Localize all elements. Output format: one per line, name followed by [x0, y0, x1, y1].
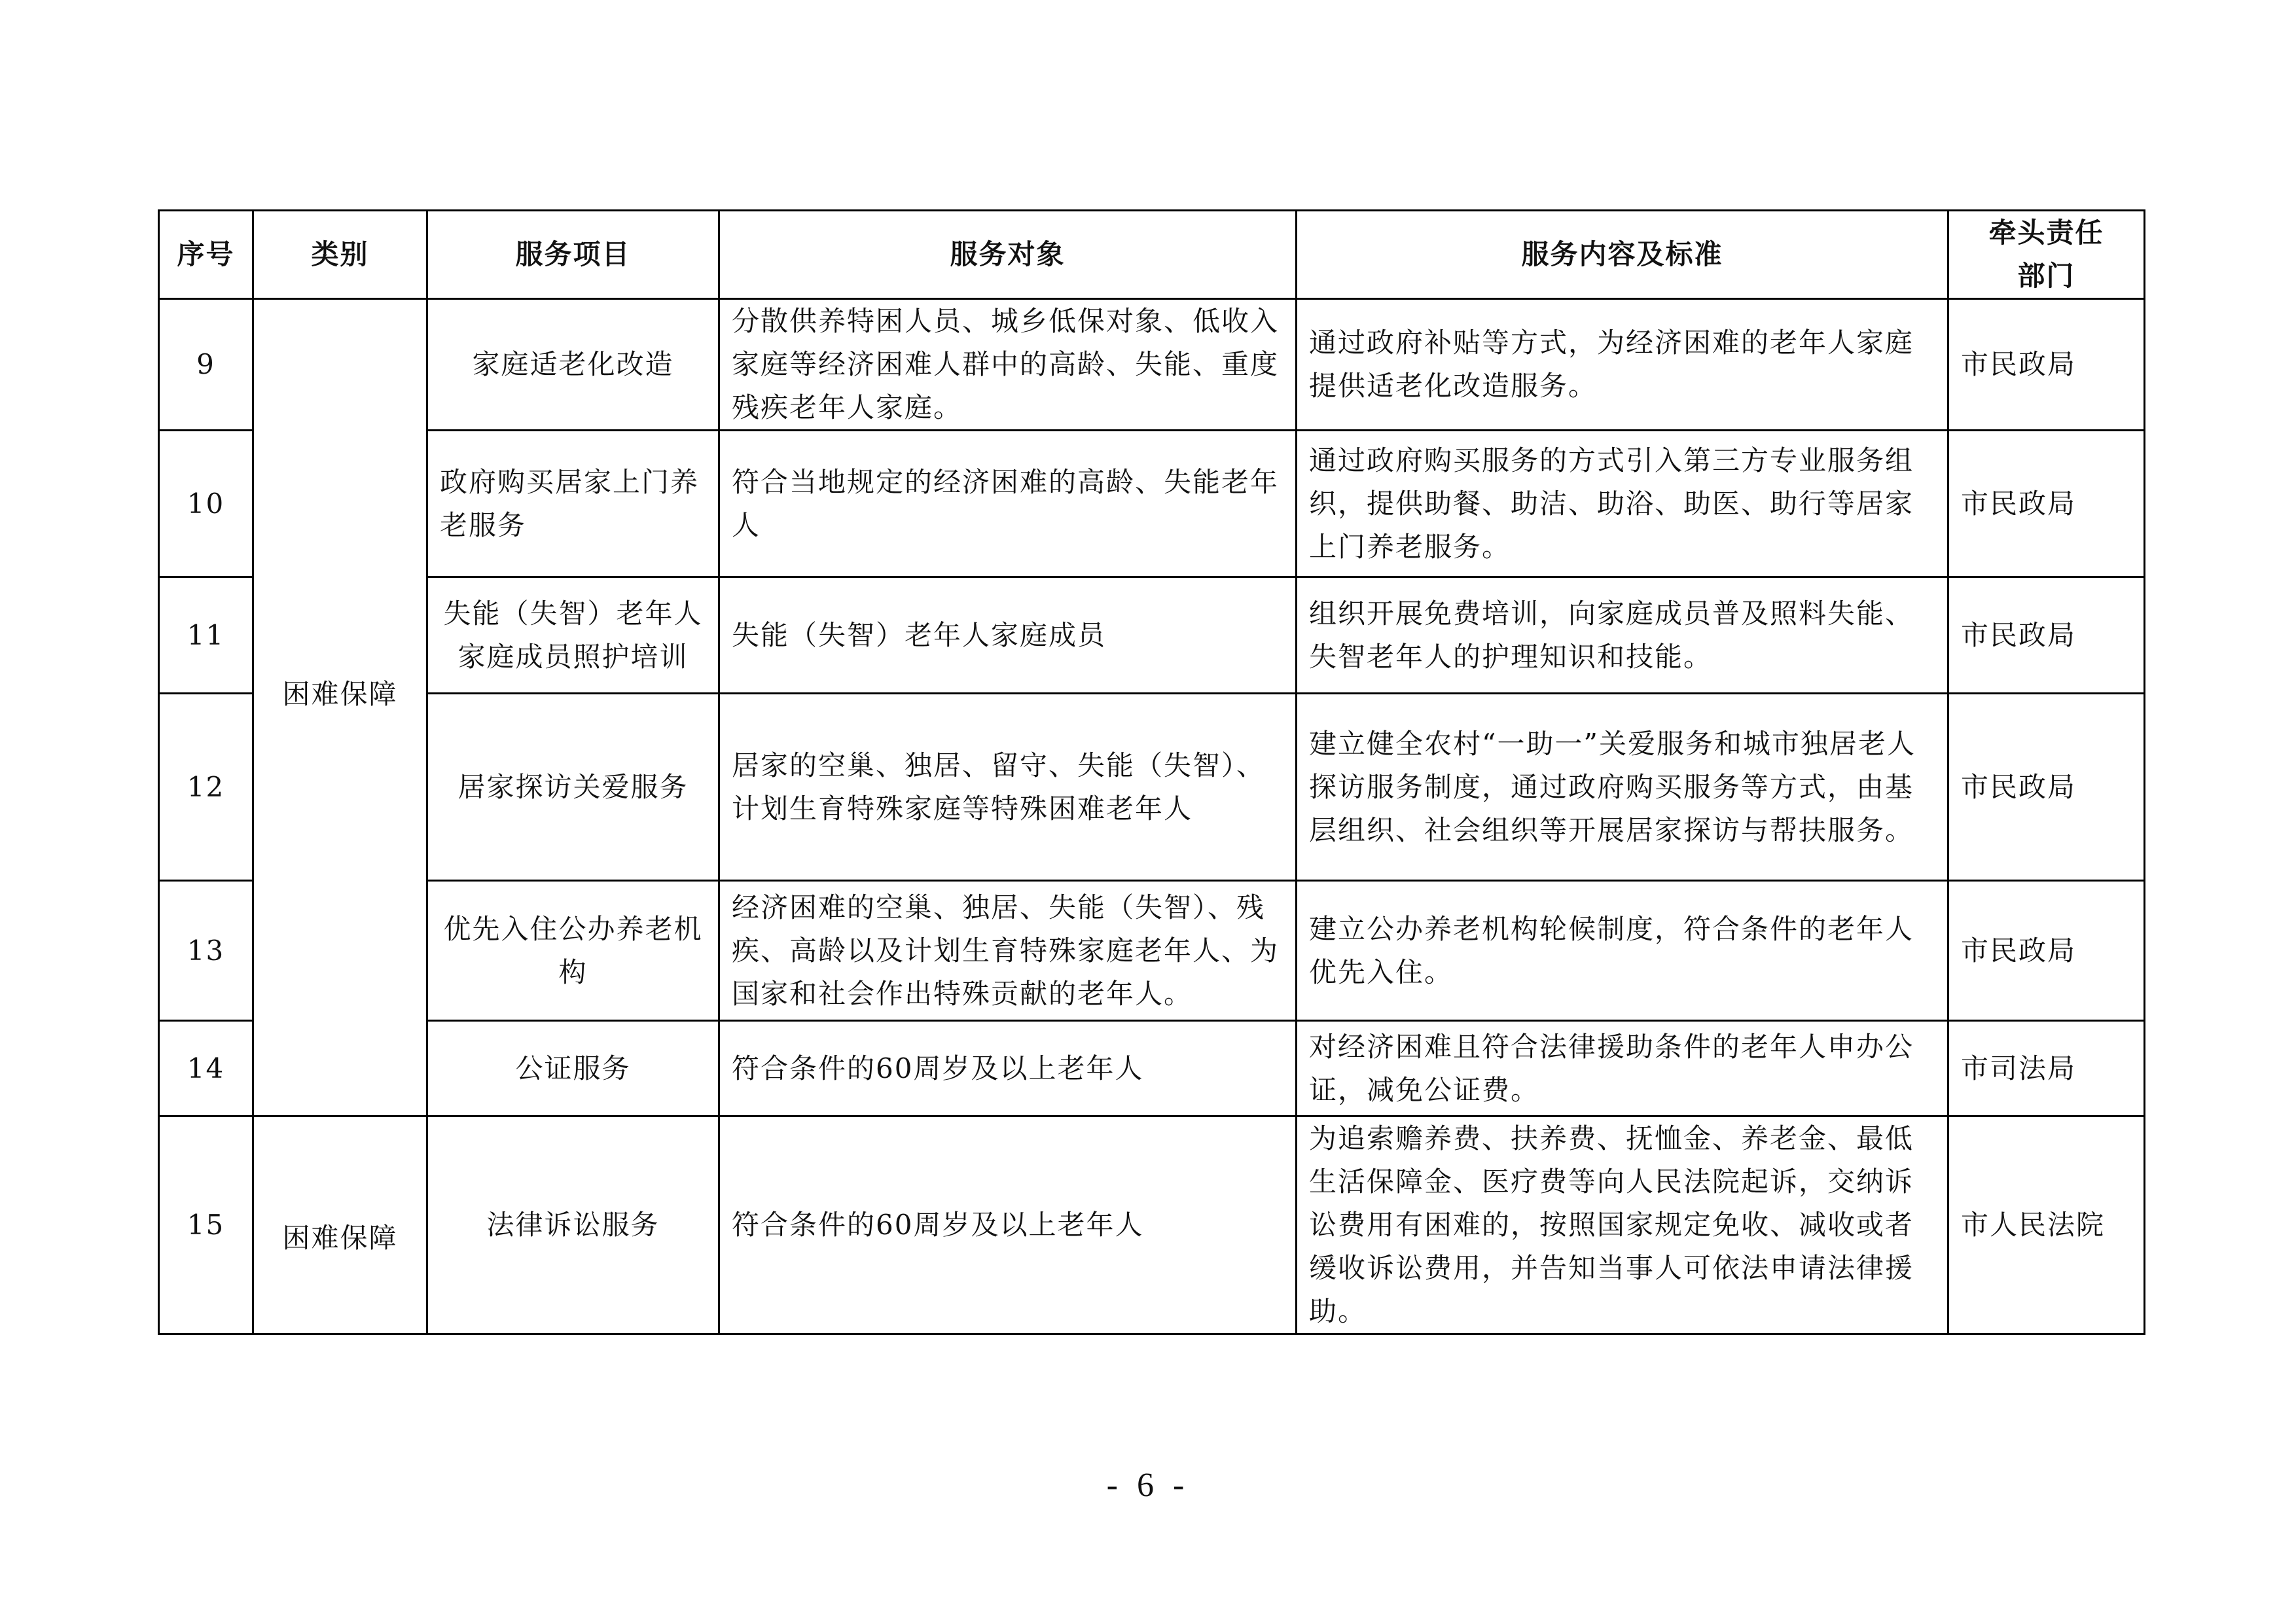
header-lead-department [1948, 211, 2145, 299]
service-item: 居家探访关爱服务 [427, 694, 719, 881]
service-content: 建立公办养老机构轮候制度，符合条件的老年人优先入住。 [1297, 881, 1948, 1021]
service-item: 失能（失智）老年人家庭成员照护培训 [427, 577, 719, 694]
row-number: 13 [159, 881, 253, 1021]
header-category: 类别 [253, 211, 427, 299]
row-number: 10 [159, 431, 253, 577]
service-target: 符合条件的60周岁及以上老年人 [719, 1021, 1297, 1116]
service-item: 政府购买居家上门养老服务 [427, 431, 719, 577]
page-number: - 6 - [1106, 1467, 1190, 1504]
table-row [159, 694, 2145, 881]
service-content: 组织开展免费培训，向家庭成员普及照料失能、失智老年人的护理知识和技能。 [1297, 577, 1948, 694]
lead-department: 市民政局 [1948, 299, 2145, 431]
category-label: 困难保障 [282, 1222, 398, 1254]
header-service-content: 服务内容及标准 [1297, 211, 1948, 299]
lead-department: 市民政局 [1948, 577, 2145, 694]
lead-department: 市民政局 [1948, 881, 2145, 1021]
service-target: 失能（失智）老年人家庭成员 [719, 577, 1297, 694]
table-row [159, 881, 2145, 1021]
lead-department: 市民政局 [1948, 694, 2145, 881]
table-row [159, 1021, 2145, 1116]
header-service-item: 服务项目 [427, 211, 719, 299]
service-content: 对经济困难且符合法律援助条件的老年人申办公证，减免公证费。 [1297, 1021, 1948, 1116]
service-target: 经济困难的空巢、独居、失能（失智）、残疾、高龄以及计划生育特殊家庭老年人、为国家和社会作出特殊贡献的老年人。 [719, 881, 1297, 1021]
service-item: 优先入住公办养老机构 [427, 881, 719, 1021]
header-serial-number: 序号 [159, 211, 253, 299]
row-number: 14 [159, 1021, 253, 1116]
table-row [159, 577, 2145, 694]
service-content: 为追索赡养费、扶养费、抚恤金、养老金、最低生活保障金、医疗费等向人民法院起诉，交纳诉讼费用有困难的，按照国家规定免收、减收或者缓收诉讼费用，并告知当事人可依法申请法律援助。 [1297, 1116, 1948, 1334]
row-number: 9 [159, 299, 253, 431]
category-cell [253, 1116, 427, 1334]
category-label: 困难保障 [282, 678, 398, 710]
header-lead-department-line2: 部门 [2017, 260, 2075, 292]
row-number: 11 [159, 577, 253, 694]
service-item: 家庭适老化改造 [427, 299, 719, 431]
service-content: 通过政府购买服务的方式引入第三方专业服务组织，提供助餐、助洁、助浴、助医、助行等居家上门养老服务。 [1297, 431, 1948, 577]
service-target: 居家的空巢、独居、留守、失能（失智）、计划生育特殊家庭等特殊困难老年人 [719, 694, 1297, 881]
row-number: 15 [159, 1116, 253, 1334]
lead-department: 市民政局 [1948, 431, 2145, 577]
header-service-target: 服务对象 [719, 211, 1297, 299]
table-row [159, 431, 2145, 577]
category-cell [253, 299, 427, 1116]
service-table [158, 209, 2145, 1335]
service-target: 分散供养特困人员、城乡低保对象、低收入家庭等经济困难人群中的高龄、失能、重度残疾老年人家庭。 [719, 299, 1297, 431]
lead-department: 市司法局 [1948, 1021, 2145, 1116]
row-number: 12 [159, 694, 253, 881]
table-row [159, 299, 2145, 431]
table-row [159, 1116, 2145, 1334]
header-lead-department-line1: 牵头责任 [1988, 217, 2104, 249]
lead-department: 市人民法院 [1948, 1116, 2145, 1334]
service-target: 符合条件的60周岁及以上老年人 [719, 1116, 1297, 1334]
service-content: 通过政府补贴等方式，为经济困难的老年人家庭提供适老化改造服务。 [1297, 299, 1948, 431]
service-item: 法律诉讼服务 [427, 1116, 719, 1334]
service-target: 符合当地规定的经济困难的高龄、失能老年人 [719, 431, 1297, 577]
service-item: 公证服务 [427, 1021, 719, 1116]
table-header-row [159, 211, 2145, 299]
service-content: 建立健全农村“一助一”关爱服务和城市独居老人探访服务制度，通过政府购买服务等方式，由基层组织、社会组织等开展居家探访与帮扶服务。 [1297, 694, 1948, 881]
